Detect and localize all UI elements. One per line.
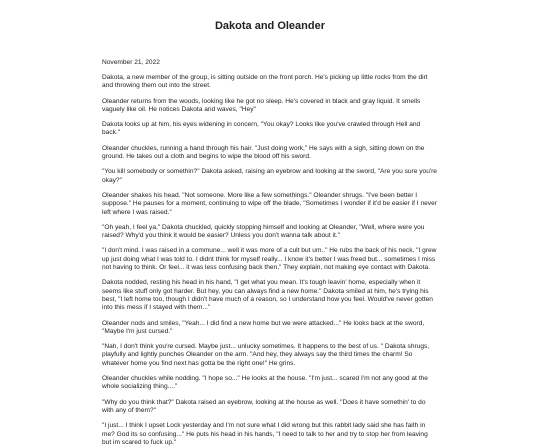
story-paragraph: Dakota nodded, resting his head in his hand, "I get what you mean. It's tough leavin' home, especially when it seems like stuff only got harder. But hey, you can always find a new home." Dakota smiled at him, he's trying his best, "I left home too, though I didn't have much of a reason, so I understand how you feel. Would've never gotten into this mess if I stayed with them..." [102, 279, 433, 312]
story-body [102, 74, 438, 447]
story-paragraph: "I don't mind. I was raised in a commune... well it was more of a cult but um.." He rubs the back of his neck. "I grew up just doing what I was told to. I didnt think for myself really... I know it's better I was freed but... sometimes I miss not having to think. Or feel... it was less confusing back then," They explain, not making eye contact with Dakota. [102, 247, 437, 272]
story-paragraph: Oleander chuckles, running a hand through his hair. "Just doing work," He says with a sigh, sitting down on the ground. He takes out a cloth and begins to wipe the blood off his sword. [102, 144, 425, 161]
story-paragraph: Oleander returns from the woods, looking like he got no sleep. He's covered in black and gray liquid. It smells vaguely like oil. He notices Dakota and waves, "Hey" [102, 97, 421, 113]
story-paragraph: "Nah, I don't think you're cursed. Maybe just... unlucky sometimes. It happens to the best of us. " Dakota shrugs, playfully and lightly punches Oleander on the arm. "And hey, they always say the third times the charm! So whatever home you find next has gotta be the right one!" He grins. [102, 343, 430, 367]
story-paragraph: Oleander shakes his head. "Not someone. More like a few somethings." Oleander shrugs. "I've been better I suppose." He pauses for a moment, continuing to wipe off the blade, "Sometimes I wonder if it'd be easier if I never left where I was raised." [102, 191, 437, 216]
story-paragraph: Oleander nods and smiles, "Yeah... I did find a new home but we were attacked..." He looks back at the sword, "Maybe I'm just cursed." [102, 319, 425, 335]
story-paragraph: "You kill somebody or somethin?" Dakota asked, raising an eyebrow and looking at the sword, "Are you sure you're okay?" [102, 168, 437, 184]
document-title: Dakota and Oleander [214, 20, 326, 32]
story-paragraph: "I just... I think I upset Lock yesterday and I'm not sure what I did wrong but this rabbit lady said she has faith in me? God its so confusing..." He puts his head in his hands, "I need to talk to her and try to stop her from leaving but im scared to fuck up." [102, 422, 428, 446]
story-paragraph: "Oh yeah, I feel ya," Dakota chuckled, quickly stopping himself and looking at Oleander, "Well, where were you raised? Why'd you think it would be easier? Unless you don't wanna talk about it." [102, 223, 425, 240]
document-date: November 21, 2022 [102, 59, 160, 66]
story-paragraph: Dakota, a new member of the group, is sitting outside on the front porch. He's picking up little rocks from the dirt and throwing them out into the street. [102, 74, 428, 90]
story-paragraph: Dakota looks up at him, his eyes widening in concern, "You okay? Looks like you've crawled through Hell and back." [102, 121, 421, 137]
story-paragraph: Oleander chuckles while nodding. "I hope so..." He looks at the house. "I'm just... scared I'm not any good at the whole socializing thing...." [102, 375, 428, 391]
story-paragraph: "Why do you think that?" Dakota raised an eyebrow, looking at the house as well. "Does it have somethin' to do with any of them?" [102, 398, 426, 414]
